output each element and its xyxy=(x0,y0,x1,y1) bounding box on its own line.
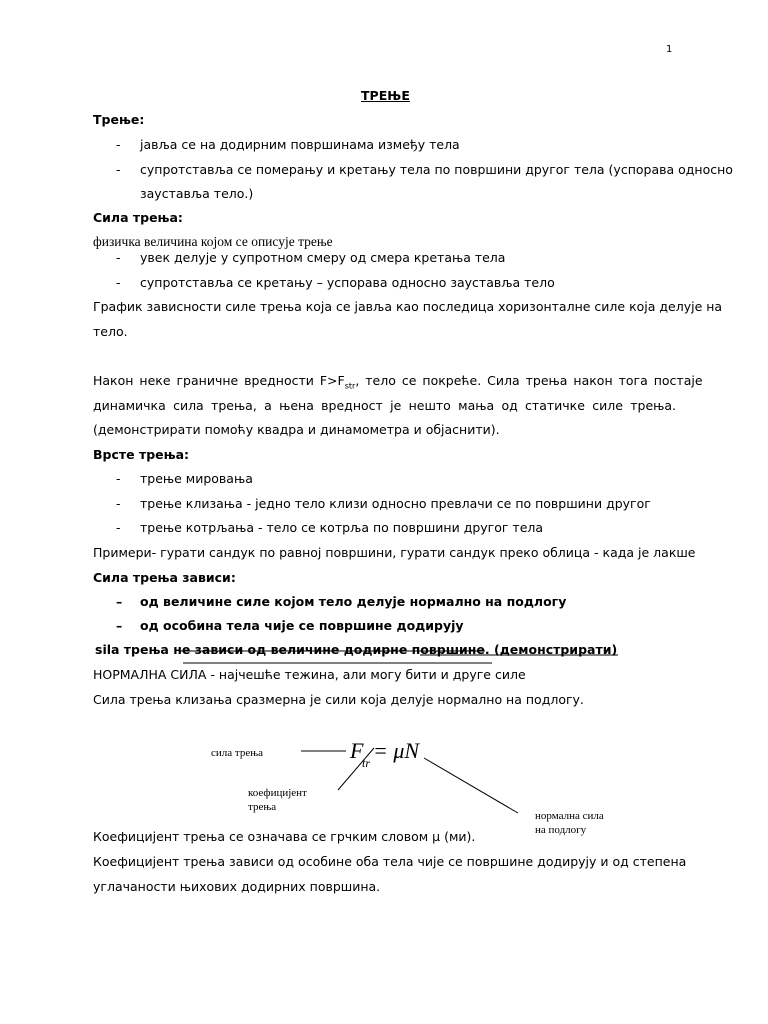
coefficient-depends-line-1: Коефицијент трења зависи од особине оба тела чије се површине додирују и од степена xyxy=(93,854,687,869)
force-heading: Сила трења: xyxy=(93,210,183,225)
graph-text-line-2: тело. xyxy=(93,324,128,339)
paragraph-line-3: (демонстрирати помоћу квадра и динамометра и објаснити). xyxy=(93,422,500,437)
examples-text: Примери- гурати сандук по равној површини, гурати сандук преко облица - када је лакше xyxy=(93,545,696,560)
normal-force-text: НОРМАЛНА СИЛА - најчешће тежина, али могу бити и друге силе xyxy=(93,667,526,682)
types-bullet-3: трење котрљања - тело се котрља по површини другог тела xyxy=(140,520,544,535)
label-coefficient-1: коефицијент xyxy=(248,787,307,799)
bullet-dash: - xyxy=(116,250,121,265)
bullet-dash: – xyxy=(116,618,123,633)
formula-rest: = μN xyxy=(373,738,420,763)
force-definition: физичка величина којом се описује трење xyxy=(93,234,333,249)
page-number: 1 xyxy=(666,44,673,55)
paragraph-line-1: Након неке граничне вредности $F>F_{str}$, тело се покреће. Сила трења након тога постаје xyxy=(93,373,703,391)
friction-bullet-2: супротставља се померању и кретању тела по површини другог тела (успорава односно xyxy=(140,162,733,177)
label-coefficient-2: трења xyxy=(248,801,277,813)
bullet-dash: – xyxy=(116,594,123,609)
graph-text-line-1: График зависности силе трења која се јавља као последица хоризонталне силе која делује на xyxy=(93,299,723,314)
coefficient-depends-line-2: углачаности њихових додирних површина. xyxy=(93,879,381,894)
types-bullet-1: трење мировања xyxy=(140,471,253,486)
label-normal-force-2: на подлогу xyxy=(535,824,587,836)
types-bullet-2: трење клизања - једно тело клизи односно превлачи се по површини другог xyxy=(140,496,651,511)
force-bullet-2: супротставља се кретању – успорава односно зауставља тело xyxy=(140,275,555,290)
not-depends-text: sila трења не зависи од величине додирне површине. (демонстрирати) xyxy=(95,642,618,657)
bullet-dash: - xyxy=(116,137,121,152)
formula-subscript: tr xyxy=(362,756,371,770)
bullet-dash: - xyxy=(116,471,121,486)
bullet-dash: - xyxy=(116,162,121,177)
formula-F: F xyxy=(350,738,364,763)
depends-bullet-1: од величине силе којом тело делује нормално на подлогу xyxy=(140,594,567,609)
depends-heading: Сила трења зависи: xyxy=(93,570,236,585)
label-friction-force: сила трења xyxy=(211,747,264,759)
types-heading: Врсте трења: xyxy=(93,447,190,462)
bullet-dash: - xyxy=(116,520,121,535)
bullet-dash: - xyxy=(116,275,121,290)
pointer-line-coefficient xyxy=(338,748,374,790)
bullet-dash: - xyxy=(116,496,121,511)
paragraph-line-2: динамичка сила трења, а њена вредност је нешто мања од статичке силе трења. xyxy=(93,398,676,413)
label-normal-force-1: нормална сила xyxy=(535,810,604,822)
force-bullet-1: увек делује у супротном смеру од смера кретања тела xyxy=(140,250,506,265)
friction-bullet-2-cont: зауставља тело.) xyxy=(140,186,254,201)
coefficient-text: Коефицијент трења се означава се грчким словом μ (ми). xyxy=(93,829,476,844)
proportional-text: Сила трења клизања сразмерна је сили која делује нормално на подлогу. xyxy=(93,692,584,707)
pointer-line-normal-force xyxy=(424,758,518,813)
friction-heading: Трење: xyxy=(93,112,145,127)
depends-bullet-2: од особина тела чије се површине додирују xyxy=(140,618,464,633)
document-title: ТРЕЊЕ xyxy=(361,88,410,103)
friction-bullet-1: јавља се на додирним површинама између тела xyxy=(140,137,460,152)
